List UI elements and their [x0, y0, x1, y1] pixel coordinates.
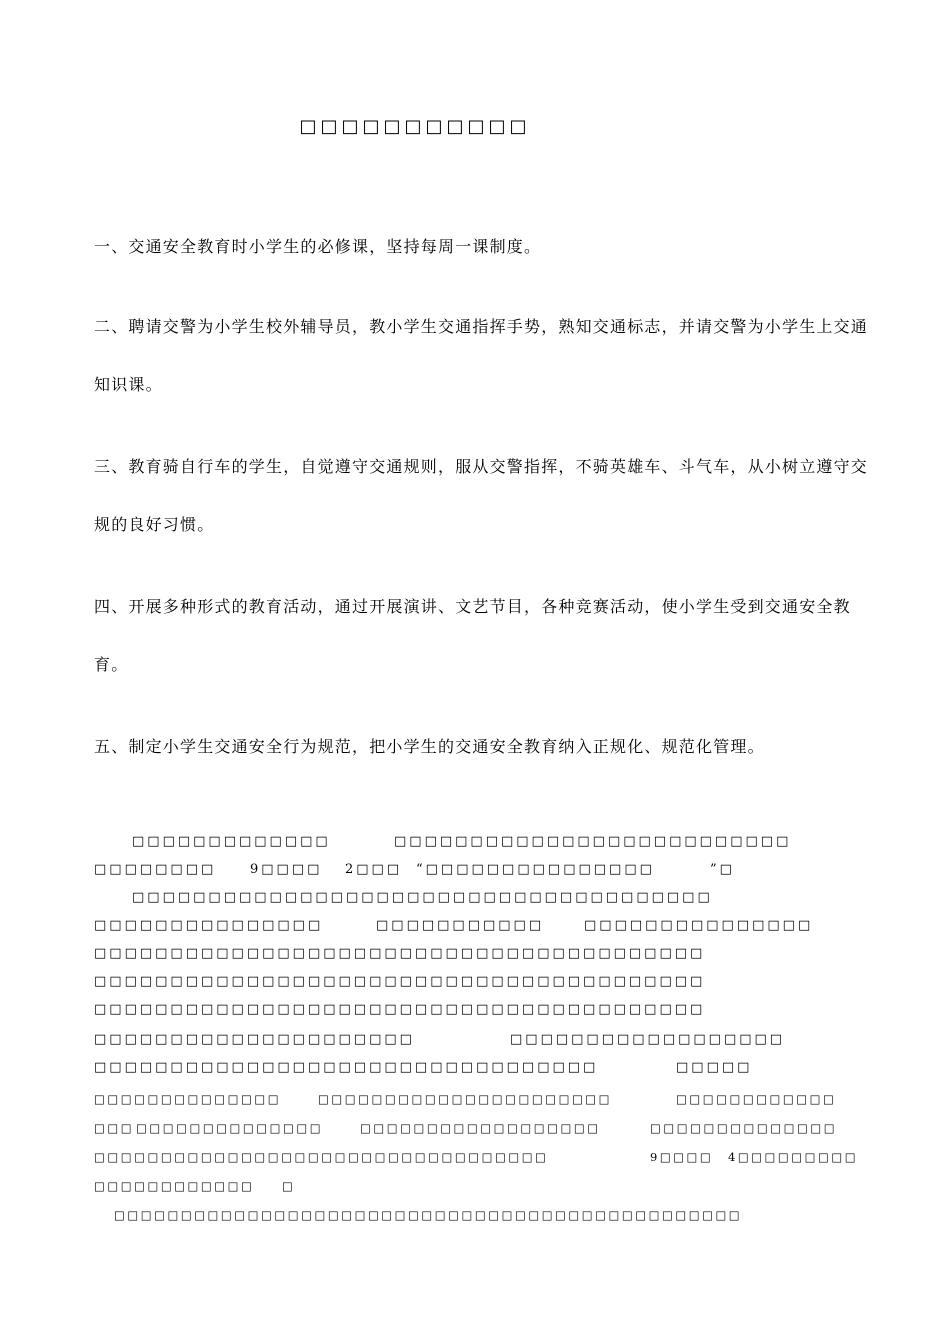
- garbled-line-6: [0, 974, 950, 994]
- garbled-segment: □□□□□□□□: [94, 862, 217, 877]
- garbled-line-13: [0, 1179, 950, 1199]
- garbled-line-5: [0, 946, 950, 966]
- garbled-line-14: [0, 1208, 950, 1228]
- garbled-line-10: [0, 1092, 950, 1112]
- garbled-line-1: [0, 834, 950, 854]
- garbled-line-7: [0, 1002, 950, 1022]
- garbled-segment: □□□□□□□□□□□□□□□□□□□□□□□□□□□□□□□□□□□□□□□□: [94, 946, 706, 961]
- garbled-segment: □□□□□□□□□□□□□□□□□□: [510, 1032, 786, 1047]
- garbled-segment: □□□□□□□□□□□□□□□□□□□□□□□□□□□□□□□□□□□□□□□□: [94, 1002, 706, 1017]
- page-title: □□□□□□□□□□□: [299, 116, 531, 137]
- garbled-segment: □□□□□: [676, 1060, 753, 1075]
- garbled-segment: □: [282, 1179, 296, 1193]
- garbled-line-3: [0, 890, 950, 910]
- garbled-segment: □□□: [94, 1121, 135, 1135]
- garbled-line-4: [0, 918, 950, 938]
- garbled-line-2: [0, 862, 950, 882]
- garbled-segment: □□□□□□□□□□□□□□□: [584, 918, 814, 933]
- garbled-line-9: [0, 1060, 950, 1080]
- garbled-segment: 2□□□: [345, 862, 403, 877]
- garbled-line-8: [0, 1032, 950, 1052]
- garbled-segment: ”□: [710, 862, 735, 877]
- garbled-segment: □□□□□□□□□□□□□□□□□□□□□□□□□□□□□□□□□□□□□□: [132, 890, 713, 905]
- paragraph-5: 五、制定小学生交通安全行为规范，把小学生的交通安全教育纳入正规化、规范化管理。: [94, 737, 765, 756]
- garbled-segment: □□□□□□□□□□□□□□□□□□□□□□□□□□□□□□□□□: [94, 1060, 599, 1075]
- garbled-segment: □□□□□□□□□□□□□□□□□□□□□□□□□□□□□□□□□□□□□□□□□□□□□□□: [114, 1208, 743, 1222]
- garbled-segment: □□□□□□□□□□□□□□□: [94, 918, 324, 933]
- garbled-segment: 4□□□□□□□□□: [728, 1150, 859, 1164]
- paragraph-4: 四、开展多种形式的教育活动，通过开展演讲、文艺节目，各种竞赛活动，使小学生受到交通安全教育。: [94, 597, 851, 674]
- garbled-segment: □□□□□□□□□□□□: [676, 1092, 837, 1106]
- garbled-segment: □□□□□□□□□□□□□□: [94, 1092, 282, 1106]
- garbled-segment: □□□□□□□□□□□□□□: [136, 1121, 324, 1135]
- garbled-segment: □□□□□□□□□□□□: [94, 1179, 255, 1193]
- garbled-segment: □□□□□□□□□□□□□□□□□□: [360, 1121, 601, 1135]
- garbled-segment: □□□□□□□□□□□: [376, 918, 545, 933]
- garbled-segment: □□□□□□□□□□□□□□□□□□□□□: [94, 1032, 415, 1047]
- garbled-line-11: [0, 1121, 950, 1141]
- garbled-segment: □□□□□□□□□□□□□□□□□□□□□□□□□□□□□□□□□□: [94, 1150, 549, 1164]
- garbled-segment: □□□□□□□□□□□□□□: [650, 1121, 838, 1135]
- garbled-segment: □□□□□□□□□□□□□: [132, 834, 331, 849]
- paragraph-2: 二、聘请交警为小学生校外辅导员，教小学生交通指挥手势，熟知交通标志，并请交警为小学生上交通知识课。: [94, 317, 869, 394]
- garbled-segment: □□□□□□□□□□□□□□□□□□□□□□: [318, 1092, 613, 1106]
- garbled-segment: 9□□□□: [650, 1150, 714, 1164]
- garbled-segment: □□□□□□□□□□□□□□□□□□□□□□□□□□: [394, 834, 792, 849]
- garbled-line-12: [0, 1150, 950, 1170]
- garbled-segment: 9□□□□: [250, 862, 323, 877]
- garbled-segment: □□□□□□□□□□□□□□□□□□□□□□□□□□□□□□□□□□□□□□□□: [94, 974, 706, 989]
- garbled-segment: “□□□□□□□□□□□□□□□: [416, 862, 655, 877]
- paragraph-1: 一、交通安全教育时小学生的必修课，坚持每周一课制度。: [94, 237, 542, 256]
- paragraph-3: 三、教育骑自行车的学生，自觉遵守交通规则，服从交警指挥，不骑英雄车、斗气车，从小树立遵守交规的良好习惯。: [94, 457, 869, 534]
